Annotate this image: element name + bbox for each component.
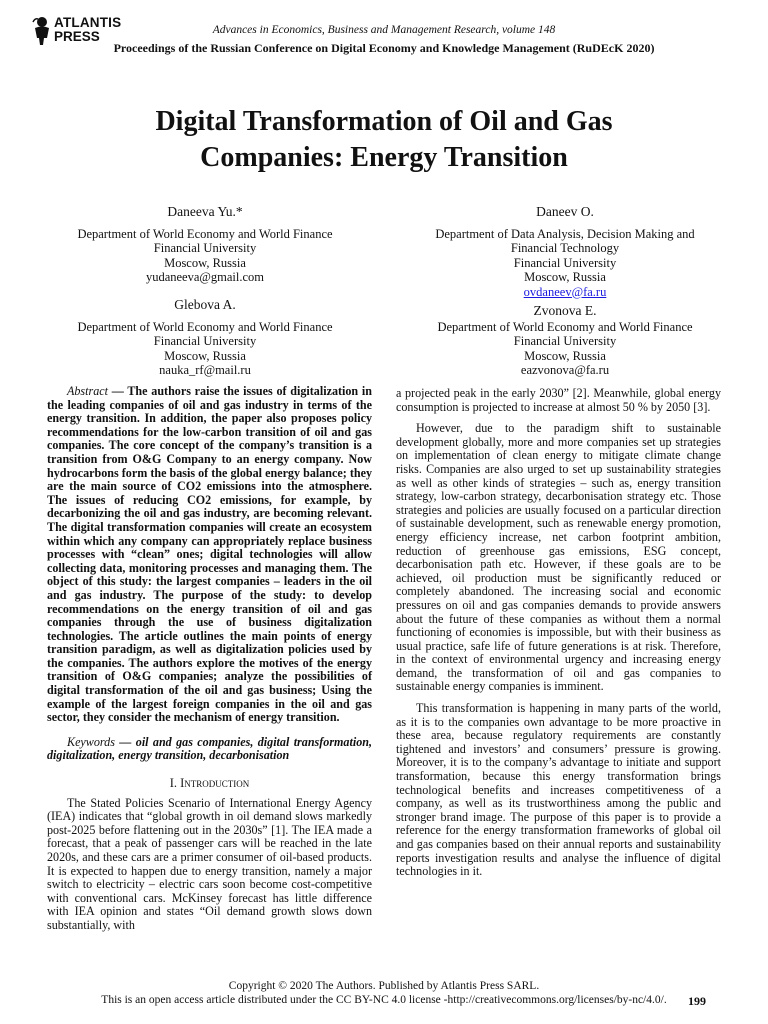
paragraph: This transformation is happening in many parts of the world, as it is to the companies own advantage to be more proactive in these area, because regulatory requirements are constantly tightened and investors’ and consumers’ pressure is growing. Moreover, it is to the company’s advantage to initiate and support transformation, because this energy transformation brings technological benefits and increases competitiveness of a company, as well as its trustworthiness among the public and stronger brand image. The purpose of this paper is to provide a reference for the energy transformation frameworks of global oil and gas companies based on their annual reports and sustainability reports investigation results and analyse the influence of digital technologies in it. xyxy=(396,701,721,879)
section-title: Introduction xyxy=(180,776,250,791)
affiliation-line: Department of World Economy and World Finance xyxy=(437,319,693,334)
page-number: 199 xyxy=(688,994,706,1008)
abstract-text: — The authors raise the issues of digitalization in the leading companies of oil and gas industry in terms of the energy transition. In addition, the paper also proposes policy recommendations for the low-carbon transition of oil and gas companies. The core concept of the company’s transition is a transition from O&G Company to an energy company. Now hydrocarbons form the basis of the global energy balance; they are the main source of CO2 emissions into the atmosphere. The issues of reducing CO2 emissions, for example, by decarbonizing the oil and gas industry, are becoming relevant. The digital transformation companies will create an ecosystem within which any company can appropriately replace business processes with “clean” ones; digital technologies will allow collecting data, monitoring processes and managing them. The object of this study: the largest companies – leaders in the oil and gas industry. The purpose of the study: to develop recommendations on the energy transition of oil and gas companies through the use of business digitalization technologies. The article outlines the main points of energy transition paradigm, as well as digitalization policies used by the companies. The authors explore the motives of the energy transition of O&G companies; analyze the possibilities of digital transformation of the oil and gas business; Using the example of the largest foreign companies in the oil and gas sector, they consider the mechanism of energy transition. xyxy=(47,384,372,725)
paragraph: a projected peak in the early 2030” [2]. Meanwhile, global energy consumption is projected to increase at almost 50 % by 2050 [3]. xyxy=(396,386,721,414)
series-title: Advances in Economics, Business and Management Research, volume 148 xyxy=(212,24,556,36)
affiliation-line: Financial University xyxy=(513,334,617,348)
keywords-label: Keywords xyxy=(67,734,115,749)
abstract xyxy=(47,385,372,725)
paragraph: The Stated Policies Scenario of International Energy Agency (IEA) indicates that “global growth in oil demand slows markedly post-2025 before flattening out in the 2030s” [1]. The IEA made a forecast, that a peak of passenger cars will be reached in the late 2020s, and these cars are a primer consumer of oil-based products. It is expected to happen due to energy transition, namely a major switch to electricity – electric cars soon become cost-competitive with conventional cars. McKinsey forecast has little difference with IEA opinion and states “Oil demand growth slows down substantially, with xyxy=(47,795,372,932)
affiliation-line: Moscow, Russia xyxy=(524,270,606,284)
title-line2: Companies: Energy Transition xyxy=(200,142,568,173)
keywords-text: — oil and gas companies, digital transformation, digitalization, energy transition, decarbonisation xyxy=(47,734,372,763)
logo-line2: PRESS xyxy=(54,29,100,44)
affiliation-line: Department of World Economy and World Finance xyxy=(77,319,333,334)
paragraph: However, due to the paradigm shift to sustainable development globally, more and more companies set up strategies on implementation of clean energy to mitigate climate change risks. Companies are also urged to set up sustainability strategies as well as other kinds of strategies – such as, energy transition strategy, low-carbon strategy, decarbonisation strategy etc. Those strategies and policies are usually focused on a particular direction of sustainable development, such as renewable energy promotion, energy efficiency increase, net carbon footprint ambition, reduction of greenhouse gas emissions, ESG concept, decarbonisation path etc. However, if these goals are to be achieved, oil production must be significantly reduced or completely abandoned. The increasing social and economic pressures on oil and gas companies demands to provide answers about the future of these companies as without them a normal functioning of economies is impossible, but with their business as usual practice, safe life of future generations is at risk. Therefore, in the context of environmental urgency and increasing energy demand, the transformation of oil and gas companies to sustainable energy companies is imminent. xyxy=(396,421,721,694)
section-number: I. xyxy=(169,776,177,791)
author-email-link[interactable]: ovdaneev@fa.ru xyxy=(523,284,607,299)
title-line1: Digital Transformation of Oil and Gas xyxy=(155,106,613,137)
author-email: eazvonova@fa.ru xyxy=(520,363,610,377)
left-column xyxy=(47,385,372,941)
author-name: Daneeva Yu.* xyxy=(167,204,243,219)
author-email: nauka_rf@mail.ru xyxy=(159,363,251,377)
footer-copyright: Copyright © 2020 The Authors. Published by Atlantis Press SARL. xyxy=(228,980,540,992)
author-email: yudaneeva@gmail.com xyxy=(145,270,265,284)
logo-line1: ATLANTIS xyxy=(54,15,122,30)
author-name: Zvonova E. xyxy=(533,303,597,318)
keywords xyxy=(47,736,372,763)
author-block xyxy=(50,298,360,378)
footer-license: This is an open access article distributed under the CC BY-NC 4.0 license -http://creativecommons.org/licenses/by-nc/4.0/. xyxy=(101,994,667,1006)
author-block xyxy=(410,205,720,299)
affiliation-line: Moscow, Russia xyxy=(164,348,246,363)
affiliation-line: Moscow, Russia xyxy=(524,348,606,363)
author-name: Glebova A. xyxy=(174,297,236,312)
proceedings-title: Proceedings of the Russian Conference on Digital Economy and Knowledge Management (RuDEcK 2020) xyxy=(113,41,655,55)
affiliation-line: Financial University xyxy=(513,255,617,270)
page-header xyxy=(0,14,768,58)
abstract-label: Abstract xyxy=(67,384,108,398)
author-block xyxy=(410,304,720,378)
paper-title xyxy=(60,104,708,176)
affiliation-line: Financial University xyxy=(153,334,257,348)
author-block xyxy=(50,205,360,285)
affiliation-line: Financial University xyxy=(153,241,257,255)
affiliation-line: Moscow, Russia xyxy=(164,255,246,270)
author-name: Daneev O. xyxy=(536,204,594,219)
right-column xyxy=(396,387,721,887)
affiliation-line: Department of Data Analysis, Decision Making and xyxy=(435,226,695,241)
affiliation-line: Financial Technology xyxy=(510,241,620,255)
section-heading xyxy=(47,777,372,791)
affiliation-line: Department of World Economy and World Finance xyxy=(77,226,333,241)
